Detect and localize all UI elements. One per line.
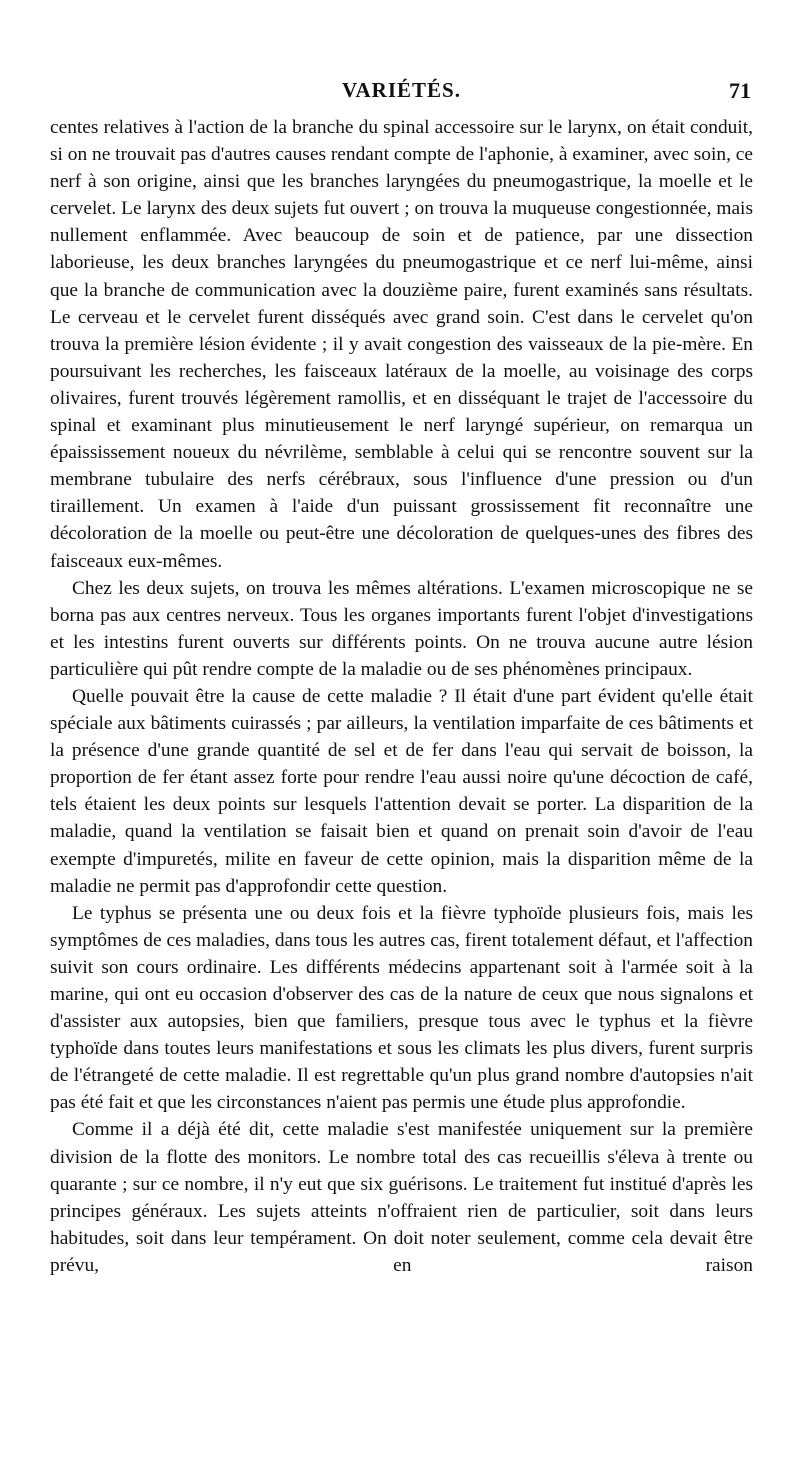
section-title: VARIÉTÉS. — [342, 78, 461, 102]
page-number: 71 — [729, 78, 751, 103]
paragraph-1: centes relatives à l'action de la branche du spinal accessoire sur le larynx, on était conduit, si on ne trouvait pas d'autres causes rendant compte de l'aphonie, à examiner, avec soin, ce nerf à son origine, ainsi que les branches laryngées du pneumogastrique, la moelle et le cervelet. Le larynx des deux sujets fut ouvert ; on trouva la muqueuse congestionnée, mais nullement enflammée. Avec beaucoup de soin et de patience, par une dissection laborieuse, les deux branches laryngées du pneumogastrique et ce nerf lui-même, ainsi que la branche de communication avec la douzième paire, furent examinés sans résultats. Le cerveau et le cervelet furent disséqués avec grand soin. C'est dans le cervelet qu'on trouva la première lésion évidente ; il y avait congestion des vaisseaux de la pie-mère. En poursuivant les recherches, les faisceaux latéraux de la moelle, au voisinage des corps olivaires, furent trouvés légèrement ramollis, et en disséquant le trajet de l'accessoire du spinal et examinant plus minutieusement le nerf laryngé supérieur, on remarqua un épaississement noueux du névrilème, semblable à celui qui se rencontre souvent sur la membrane tubulaire des nerfs cérébraux, sous l'influence d'une pression ou d'un tiraillement. Un examen à l'aide d'un puissant grossissement fit reconnaître une décoloration de la moelle ou peut-être une décoloration de quelques-unes des fibres des faisceaux eux-mêmes. — [50, 117, 753, 572]
paragraph-2: Chez les deux sujets, on trouva les mêmes altérations. L'examen microscopique ne se borna pas aux centres nerveux. Tous les organes importants furent l'objet d'investigations et les intestins furent ouverts sur différents points. On ne trouva aucune autre lésion particulière qui pût rendre compte de la maladie ou de ses phénomènes principaux. — [50, 577, 753, 680]
body-text — [50, 114, 753, 1279]
paragraph-5: Comme il a déjà été dit, cette maladie s'est manifestée uniquement sur la première division de la flotte des monitors. Le nombre total des cas recueillis s'éleva à trente ou quarante ; sur ce nombre, il n'y eut que six guérisons. Le traitement fut institué d'après les principes généraux. Les sujets atteints n'offraient rien de particulier, soit dans leurs habitudes, soit dans leur tempérament. On doit noter seulement, comme cela devait être prévu, en raison — [50, 1119, 753, 1276]
paragraph-3: Quelle pouvait être la cause de cette maladie ? Il était d'une part évident qu'elle était spéciale aux bâtiments cuirassés ; par ailleurs, la ventilation imparfaite de ces bâtiments et la présence d'une grande quantité de sel et de fer dans l'eau qui servait de boisson, la proportion de fer étant assez forte pour rendre l'eau aussi noire qu'une décoction de café, tels étaient les deux points sur lesquels l'attention devait se porter. La disparition de la maladie, quand la ventilation se faisait bien et quand on prenait soin d'avoir de l'eau exempte d'impuretés, milite en faveur de cette opinion, mais la disparition même de la maladie ne permit pas d'approfondir cette question. — [50, 685, 753, 897]
paragraph-4: Le typhus se présenta une ou deux fois et la fièvre typhoïde plusieurs fois, mais les symptômes de ces maladies, dans tous les autres cas, firent totalement défaut, et l'affection suivit son cours ordinaire. Les différents médecins appartenant soit à l'armée soit à la marine, qui ont eu occasion d'observer des cas de la nature de ceux que nous signalons et d'assister aux autopsies, bien que familiers, presque tous avec le typhus et la fièvre typhoïde dans toutes leurs manifestations et sous les climats les plus divers, furent surpris de l'étrangeté de cette maladie. Il est regrettable qu'un plus grand nombre d'autopsies n'ait pas été fait et que les circonstances n'aient pas permis une étude plus approfondie. — [50, 902, 753, 1114]
running-header — [50, 78, 753, 110]
